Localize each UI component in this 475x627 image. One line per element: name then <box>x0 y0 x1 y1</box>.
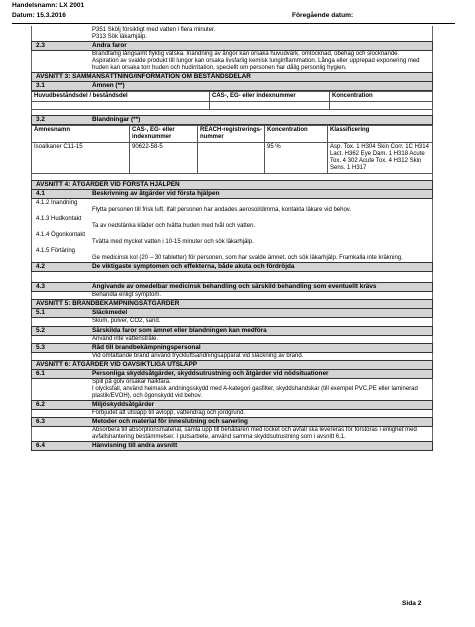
subsection-number: 5.1 <box>36 309 45 317</box>
subsection-number: 5.3 <box>36 343 45 351</box>
table-cell <box>330 101 433 109</box>
subsection-2-3-body <box>31 51 433 71</box>
substances-table <box>31 91 433 110</box>
table-header-cell: Ämnesnamn <box>32 125 130 142</box>
protective-equipment-text: I olycksfall, använd heimask andningsskydd med A-kategori gasfilter, skyddshandskar (till exempel PVC,PE eller laminerad plastik/EVOH), och ögonskydd vid behov. <box>92 385 418 399</box>
subsection-number: 3.2 <box>36 115 45 123</box>
subsection-title: Miljöskyddsåtgärder <box>92 400 155 408</box>
document-date: Datum: 15.3.2016 <box>12 12 66 19</box>
personal-precautions-text: Spill på golv orsakar halkfara. <box>92 378 171 385</box>
section-3-header <box>31 72 433 82</box>
subsection-number: 4.1 <box>36 189 45 197</box>
subsection-number: 2.3 <box>36 42 45 50</box>
inhalation-text: Flytta personen till frisk luft. Ifall personen har andades aerosol/dimma, kontakta läkare vid behov. <box>92 206 352 213</box>
subsection-title: Andra faror <box>92 42 127 50</box>
subsection-4-2-header <box>31 262 433 272</box>
subsection-3-1-header <box>31 82 433 91</box>
table-header-cell: Koncentration <box>330 91 433 101</box>
subsection-2-3-header <box>31 41 433 51</box>
subsection-title: Särskilda faror som ämnet eller blandningen kan medföra <box>92 326 267 334</box>
first-aid-measures <box>31 199 433 263</box>
table-header-cell: CAS-, EG- eller indexnummer <box>130 125 198 142</box>
table-header-cell: Huvudbeståndsdel / beståndsdel <box>32 91 210 101</box>
subsection-title: Angivande av omedelbar medicinsk behandling och särskild behandling som eventuellt krävs <box>92 283 377 291</box>
subsection-title: Släckmedel <box>92 309 128 317</box>
subsection-number: 5.2 <box>36 326 45 334</box>
extinguishing-media-text: Skum, pulver, CO2, sand. <box>92 318 161 325</box>
subsection-title: Ämnen (**) <box>92 81 125 89</box>
subsection-6-1-header <box>31 370 433 379</box>
subsection-4-3-header <box>31 282 433 292</box>
table-cell <box>210 101 330 109</box>
ingestion-label: 4.1.5 Förtäring <box>36 248 76 255</box>
treatment-text: Behandla enligt symptom. <box>92 292 162 299</box>
subsection-number: 6.2 <box>36 400 45 408</box>
section-4-header <box>31 180 433 190</box>
subsection-5-2-body <box>31 336 433 343</box>
subsection-6-2-header <box>31 400 433 410</box>
subsection-6-3-body <box>31 427 433 441</box>
subsection-3-2-header <box>31 115 433 125</box>
precaution-statements <box>31 26 433 41</box>
section-title: AVSNITT 5: BRANDBEKÄMPNINGSÅTGÄRDER <box>36 300 180 308</box>
section-5-header <box>31 299 433 309</box>
precaution-p313: P313 Sök läkarhjälp. <box>92 34 148 41</box>
ingestion-text: Ge medicinsk kol (20 – 30 tabletter) för personen, som har svalde ämnet, och sök läkarhjälp. Framkalla inte kräkning. <box>92 255 403 262</box>
table-header-cell: REACH-registrerings-nummer <box>198 125 265 142</box>
section-title: AVSNITT 6: ÅTGÄRDER VID OAVSIKTLIGA UTSLÄPP <box>36 360 198 368</box>
eye-contact-label: 4.1.4 Ögonkontakt <box>36 231 86 238</box>
table-header-cell: Klassificering <box>328 125 433 142</box>
subsection-6-3-header <box>31 417 433 427</box>
subsection-title: De viktigaste symptomen och effekterna, både akuta och fördröjda <box>92 263 295 271</box>
table-header-cell: Koncentration <box>265 125 328 142</box>
section-title: AVSNITT 3: SAMMANSÄTTNING/INFORMATION OM BESTÅNDSDELAR <box>36 72 251 80</box>
subsection-title: Råd till brandbekämpningspersonal <box>92 343 201 351</box>
subsection-6-2-body <box>31 410 433 417</box>
subsection-number: 3.1 <box>36 81 45 89</box>
previous-date: Föregående datum: <box>292 12 354 19</box>
subsection-5-1-body <box>31 318 433 325</box>
table-header-cell: CAS-, EG- eller indexnummer <box>210 91 330 101</box>
subsection-5-1-header <box>31 309 433 318</box>
subsection-title: Metoder och material för inneslutning och sanering <box>92 418 248 426</box>
spacer <box>31 272 433 282</box>
other-hazards-text: Brandfarlig långsamt flyktig vätska. Inandning av ångor kan orsaka huvudvärk, omtöcknad, obehag och slocknande. Aspiration av svalde produkt till lungor kan orsaka livsfarlig kemisk lunginflammation. Långa eller upprepad exponering med huden kan orsaka torr huden och hudirritation, speciellt om personen har dålig personlig hygien. <box>92 51 420 71</box>
environmental-precautions-text: Förbjudet att utsläpp till avlopp, vattendrag och jordgrund. <box>92 409 246 416</box>
subsection-5-3-body <box>31 353 433 360</box>
precaution-p351: P351 Skölj försiktigt med vatten i flera minuter. <box>92 27 216 33</box>
subsection-number: 6.1 <box>36 369 45 377</box>
subsection-4-1-header <box>31 190 433 199</box>
mixtures-table <box>31 125 433 174</box>
subsection-number: 6.3 <box>36 418 45 426</box>
table-cell <box>198 142 265 173</box>
subsection-title: Blandningar (**) <box>92 115 141 123</box>
section-title: AVSNITT 4: ÅTGÄRDER VID FÖRSTA HJÄLPEN <box>36 180 180 188</box>
skin-contact-text: Ta av nedstänka kläder och tvätta huden med tvål och vatten. <box>92 222 256 229</box>
subsection-5-3-header <box>31 343 433 353</box>
document-body <box>31 26 433 451</box>
table-cell: Isoalkaner C11-15 <box>32 142 130 173</box>
eye-contact-text: Tvätta med mycket vatten i 10-15 minuter och sök läkarhjälp. <box>92 239 254 246</box>
subsection-title: Beskrivning av åtgärder vid första hjälpen <box>92 189 220 197</box>
section-6-header <box>31 360 433 370</box>
table-cell: Asp. Tox. 1 H304 Skin Corr. 1C H314 Lact. H362 Eye Dam. 1 H318 Acute Tox. 4 302 Acute Tox. 4 H312 Skin Sens. 1 H317 <box>328 142 433 173</box>
product-name: Handelsnamn: LX 2001 <box>12 2 85 9</box>
subsection-6-1-body <box>31 379 433 400</box>
page-number: Sida 2 <box>402 600 422 607</box>
subsection-4-3-body <box>31 292 433 299</box>
firefighter-advice-text: Vid omfattande brand använd tryckluftsandningsapparat vid släckning av brand. <box>92 352 304 359</box>
header-rule <box>12 23 455 24</box>
skin-contact-label: 4.1.3 Hudkontakt <box>36 215 82 222</box>
subsection-number: 4.2 <box>36 263 45 271</box>
containment-cleanup-text: Absorbera till absorptionsmaterial, samla upp till behållaren med locket och avfall ska levereras för förstöras i enlighet med avfallshantering bestämmelser. I putsarbete, använd samma skyddsutrustning som i avsnitt 6.1. <box>92 427 417 441</box>
table-cell: 90622-58-5 <box>130 142 198 173</box>
subsection-6-4-header <box>31 441 433 451</box>
subsection-5-2-header <box>31 326 433 336</box>
subsection-number: 6.4 <box>36 442 45 450</box>
inhalation-label: 4.1.2 Inandning <box>36 199 78 206</box>
table-cell: 95 % <box>265 142 328 173</box>
table-cell <box>32 101 210 109</box>
subsection-number: 4.3 <box>36 283 45 291</box>
subsection-title: Hänvisning till andra avsnitt <box>92 442 178 450</box>
subsection-title: Personliga skyddsåtgärder, skyddsutrustning och åtgärder vid nödsituationer <box>92 369 329 377</box>
special-hazards-text: Använd inte vattenstråle. <box>92 335 159 342</box>
